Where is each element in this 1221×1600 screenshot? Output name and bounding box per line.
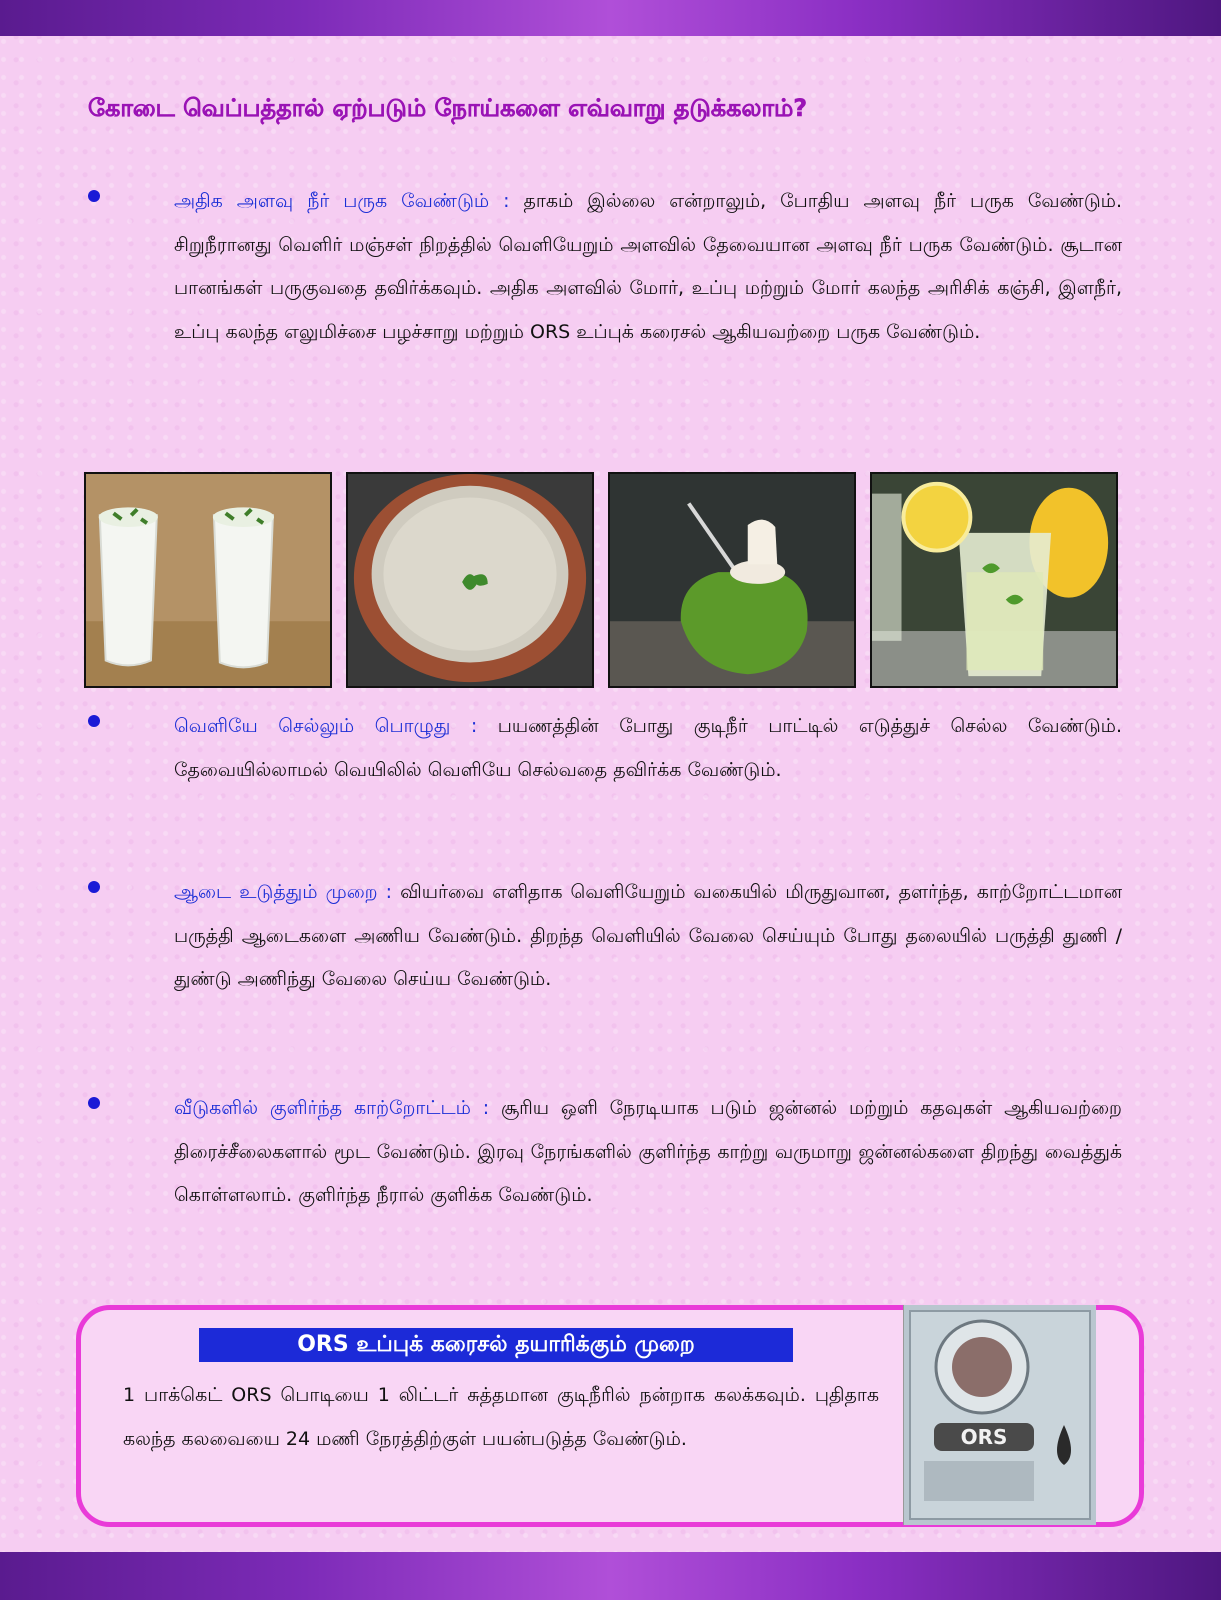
tip-text: தாகம் இல்லை என்றாலும், போதிய அளவு நீர் பருக வேண்டும். சிறுநீரானது வெளிர் மஞ்சள் நிறத்தில் வெளியேறும் அளவில் தேவையான அளவு நீர் பருக வேண்டும். சூடான பானங்கள் பருகுவதை தவிர்க்கவும். அதிக அளவில் மோர், உப்பு மற்றும் மோர் கலந்த அரிசிக் கஞ்சி, இளநீர், உப்பு கலந்த எலுமிச்சை பழச்சாறு மற்றும் ORS உப்புக் கரைசல் ஆகியவற்றை பருக வேண்டும். (174, 190, 1122, 343)
tip-text: சூரிய ஒளி நேரடியாக படும் ஜன்னல் மற்றும் கதவுகள் ஆகியவற்றை திரைச்சீலைகளால் மூட வேண்டும். இரவு நேரங்களில் குளிர்ந்த காற்று வருமாறு ஜன்னல்களை திறந்து வைத்துக் கொள்ளலாம். குளிர்ந்த நீரால் குளிக்க வேண்டும். (174, 1097, 1122, 1206)
drinks-photo-strip (84, 472, 1138, 692)
bullet-icon (88, 715, 100, 727)
tender-coconut-photo (608, 472, 856, 688)
buttermilk-photo (84, 472, 332, 688)
bullet-icon (88, 1097, 100, 1109)
tip-lead: அதிக அளவு நீர் பருக வேண்டும் : (174, 190, 510, 212)
tip-lead: ஆடை உடுத்தும் முறை : (174, 881, 393, 903)
tip-text: பயணத்தின் போது குடிநீர் பாட்டில் எடுத்துச் செல்ல வேண்டும். தேவையில்லாமல் வெயிலில் வெளியே செல்வதை தவிர்க்க வேண்டும். (174, 715, 1122, 781)
rice-porridge-photo (346, 472, 594, 688)
tip-paragraph (174, 180, 1122, 354)
bullet-icon (88, 881, 100, 893)
page-title: கோடை வெப்பத்தால் ஏற்படும் நோய்களை எவ்வாறு தடுக்கலாம்? (88, 94, 808, 122)
tip-paragraph (174, 1087, 1122, 1218)
tip-lead: வெளியே செல்லும் பொழுது : (174, 715, 478, 737)
ors-instructions: 1 பாக்கெட் ORS பொடியை 1 லிட்டர் சுத்தமான குடிநீரில் நன்றாக கலக்கவும். புதிதாக கலந்த கலவையை 24 மணி நேரத்திற்குள் பயன்படுத்த வேண்டும். (123, 1384, 879, 1450)
top-banner (0, 0, 1221, 36)
ors-preparation-box (76, 1305, 1144, 1527)
ors-title: ORS உப்புக் கரைசல் தயாரிக்கும் முறை (199, 1328, 793, 1362)
ors-packet-photo (903, 1305, 1096, 1525)
lemon-juice-photo (870, 472, 1118, 688)
ors-pack-label: ORS (960, 1425, 1008, 1449)
bullet-icon (88, 190, 100, 202)
bottom-banner (0, 1552, 1221, 1600)
tip-lead: வீடுகளில் குளிர்ந்த காற்றோட்டம் : (174, 1097, 490, 1119)
tip-paragraph (174, 705, 1122, 792)
tip-paragraph (174, 871, 1122, 1002)
tip-text: வியர்வை எளிதாக வெளியேறும் வகையில் மிருதுவான, தளர்ந்த, காற்றோட்டமான பருத்தி ஆடைகளை அணிய வேண்டும். திறந்த வெளியில் வேலை செய்யும் போது தலையில் பருத்தி துணி / துண்டு அணிந்து வேலை செய்ய வேண்டும். (174, 881, 1122, 990)
